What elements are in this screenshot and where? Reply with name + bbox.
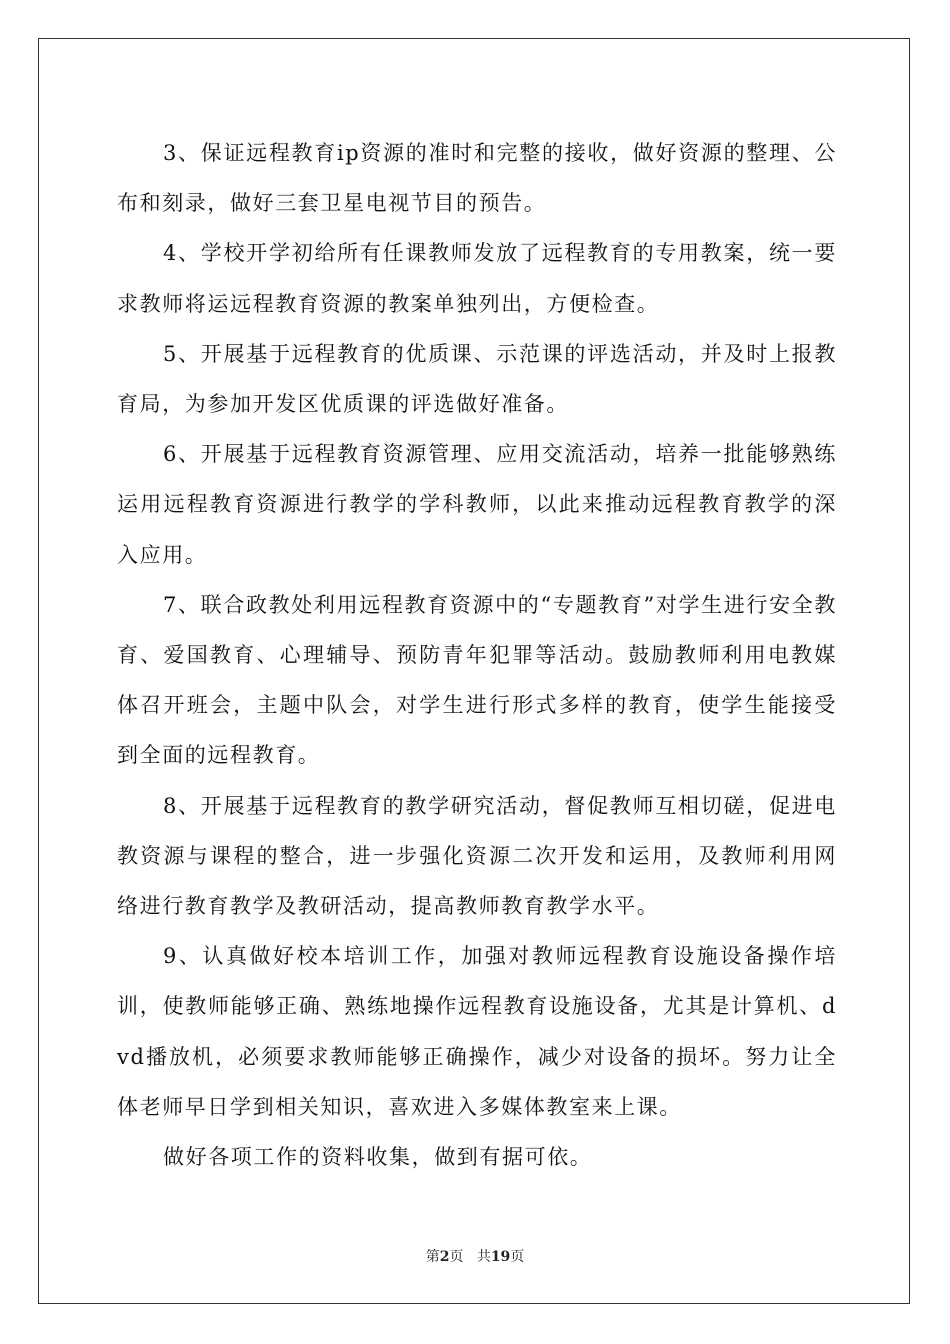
paragraph-item-8: 8、开展基于远程教育的教学研究活动，督促教师互相切磋，促进电教资源与课程的整合，进一步强化资源二次开发和运用，及教师利用网络进行教育教学及教研活动，提高教师教育教学水平。 — [117, 793, 837, 919]
paragraph-item-7: 7、联合政教处利用远程教育资源中的“专题教育”对学生进行安全教育、爱国教育、心理辅导、预防青年犯罪等活动。鼓励教师利用电教媒体召开班会，主题中队会，对学生进行形式多样的教育，使学生能接受到全面的远程教育。 — [117, 592, 837, 768]
paragraph-item-6: 6、开展基于远程教育资源管理、应用交流活动，培养一批能够熟练运用远程教育资源进行教学的学科教师，以此来推动远程教育教学的深入应用。 — [117, 442, 837, 567]
paragraph-closing: 做好各项工作的资料收集，做到有据可依。 — [163, 1145, 593, 1170]
page-current: 2 — [439, 1249, 450, 1265]
page-footer — [0, 1246, 950, 1266]
paragraph-item-5: 5、开展基于远程教育的优质课、示范课的评选活动，并及时上报教育局，为参加开发区优质课的评选做好准备。 — [117, 341, 837, 417]
total-prefix: 共 — [476, 1249, 491, 1265]
paragraph-item-3: 3、保证远程教育ip资源的准时和完整的接收，做好资源的整理、公布和刻录，做好三套卫星电视节目的预告。 — [117, 141, 837, 216]
paragraph-item-4: 4、学校开学初给所有任课教师发放了远程教育的专用教案，统一要求教师将运远程教育资源的教案单独列出，方便检查。 — [117, 241, 837, 316]
page-total: 19 — [490, 1249, 511, 1265]
page-suffix: 页 — [449, 1249, 464, 1265]
total-suffix: 页 — [510, 1249, 525, 1265]
document-body — [117, 128, 837, 1182]
page-prefix: 第 — [425, 1249, 440, 1265]
paragraph-item-9: 9、认真做好校本培训工作，加强对教师远程教育设施设备操作培训，使教师能够正确、熟练地操作远程教育设施设备，尤其是计算机、dvd播放机，必须要求教师能够正确操作，减少对设备的损坏。努力让全体老师早日学到相关知识，喜欢进入多媒体教室来上课。 — [117, 944, 837, 1119]
